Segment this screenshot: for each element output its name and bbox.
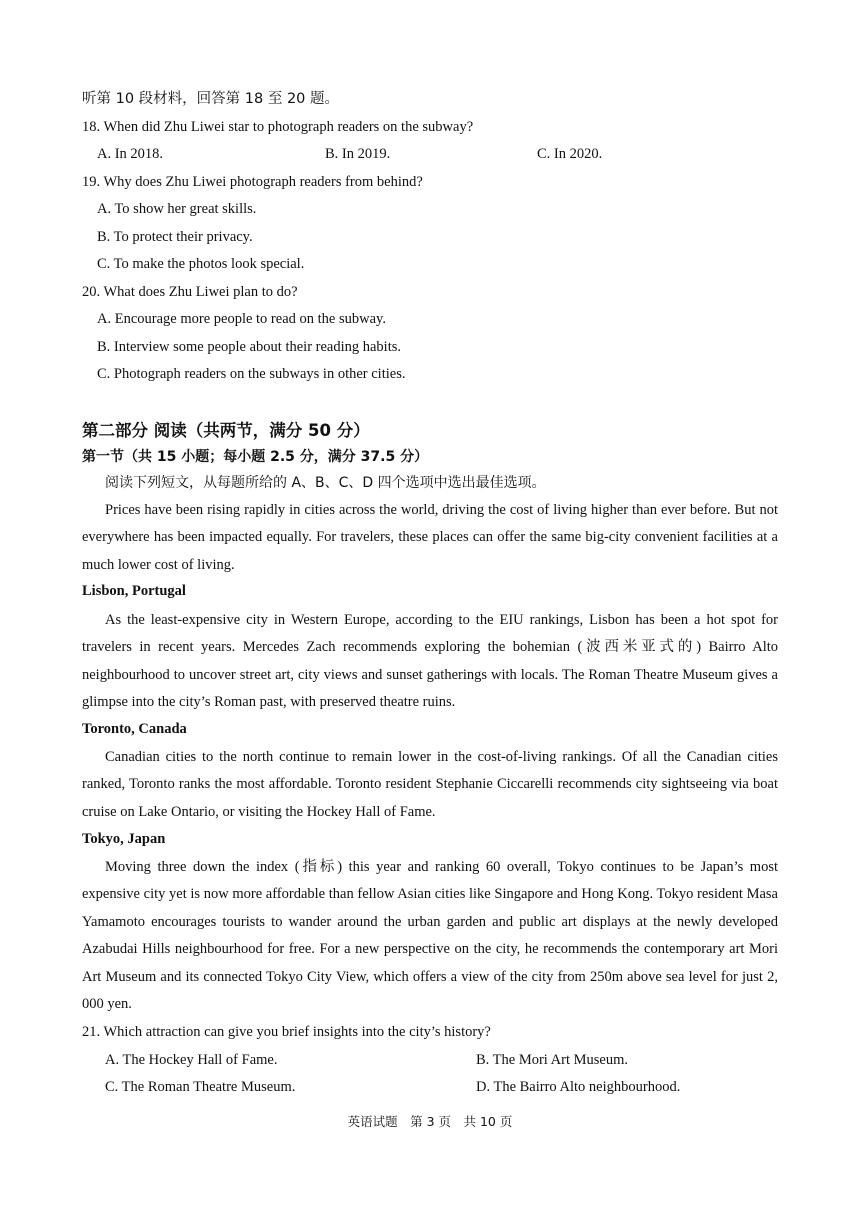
city-heading-tokyo: Tokyo, Japan — [82, 831, 166, 847]
city-heading-toronto: Toronto, Canada — [82, 721, 187, 737]
city-heading-lisbon: Lisbon, Portugal — [82, 583, 186, 599]
question-21-option-a: A. The Hockey Hall of Fame. — [105, 1052, 278, 1068]
question-20-option-a: A. Encourage more people to read on the subway. — [97, 311, 386, 327]
question-20-option-c: C. Photograph readers on the subways in other cities. — [97, 366, 406, 382]
question-19-option-b: B. To protect their privacy. — [97, 229, 253, 245]
question-19-stem: 19. Why does Zhu Liwei photograph readers from behind? — [82, 174, 423, 190]
question-18-stem: 18. When did Zhu Liwei star to photograph readers on the subway? — [82, 119, 474, 135]
page-footer: 英语试题 第 3 页 共 10 页 — [347, 1114, 513, 1129]
section-title: 第一节（共 15 小题；每小题 2.5 分，满分 37.5 分） — [82, 449, 429, 465]
city-text-lisbon: As the least-expensive city in Western Europe, according to the EIU rankings, Lisbon has been a hot spot for travelers in recent years. Mercedes Zach recommends exploring the bohemian (波西米亚式的) Bairro Alto neighbourhood to uncover street art, city views and sunset gatherings with locals. The Roman Theatre Museum gives a glimpse into the city’s Roman past, with preserved theatre ruins. — [82, 612, 778, 711]
reading-instruction: 阅读下列短文，从每题所给的 A、B、C、D 四个选项中选出最佳选项。 — [105, 475, 546, 491]
city-text-toronto: Canadian cities to the north continue to remain lower in the cost-of-living rankings. Of all the Canadian cities ranked, Toronto ranks the most affordable. Toronto resident Stephanie Ciccarelli recommends city sightseeing via boat cruise on Lake Ontario, or visiting the Hockey Hall of Fame. — [82, 749, 778, 820]
question-20-option-b: B. Interview some people about their reading habits. — [97, 339, 402, 355]
city-text-tokyo: Moving three down the index (指标) this year and ranking 60 overall, Tokyo continues to be Japan’s most expensive city yet is now more affordable than fellow Asian cities like Singapore and Hong Kong. Tokyo resident Masa Yamamoto encourages tourists to wander around the urban garden and public art displays at the newly developed Azabudai Hills neighbourhood for free. For a new perspective on the city, he recommends the contemporary art Mori Art Museum and its connected Tokyo City View, which offers a view of the city from 250m above sea level for just 2, 000 yen. — [82, 859, 778, 1013]
question-18-option-b: B. In 2019. — [325, 146, 391, 162]
question-19-option-c: C. To make the photos look special. — [97, 256, 305, 272]
question-18-option-c: C. In 2020. — [537, 146, 603, 162]
intro-paragraph: Prices have been rising rapidly in cities across the world, driving the cost of living higher than ever before. But not everywhere has been impacted equally. For travelers, these places can offer the same big-city convenient facilities at a much lower cost of living. — [82, 502, 778, 573]
question-18-option-a: A. In 2018. — [97, 146, 164, 162]
question-21-option-c: C. The Roman Theatre Museum. — [105, 1079, 296, 1095]
question-19-option-a: A. To show her great skills. — [97, 201, 257, 217]
part-title: 第二部分 阅读（共两节，满分 50 分） — [82, 421, 370, 440]
question-21-stem: 21. Which attraction can give you brief insights into the city’s history? — [82, 1024, 491, 1040]
question-21-option-b: B. The Mori Art Museum. — [476, 1052, 628, 1068]
question-20-stem: 20. What does Zhu Liwei plan to do? — [82, 284, 298, 300]
listening-intro: 听第 10 段材料，回答第 18 至 20 题。 — [82, 91, 340, 107]
question-21-option-d: D. The Bairro Alto neighbourhood. — [476, 1079, 681, 1095]
